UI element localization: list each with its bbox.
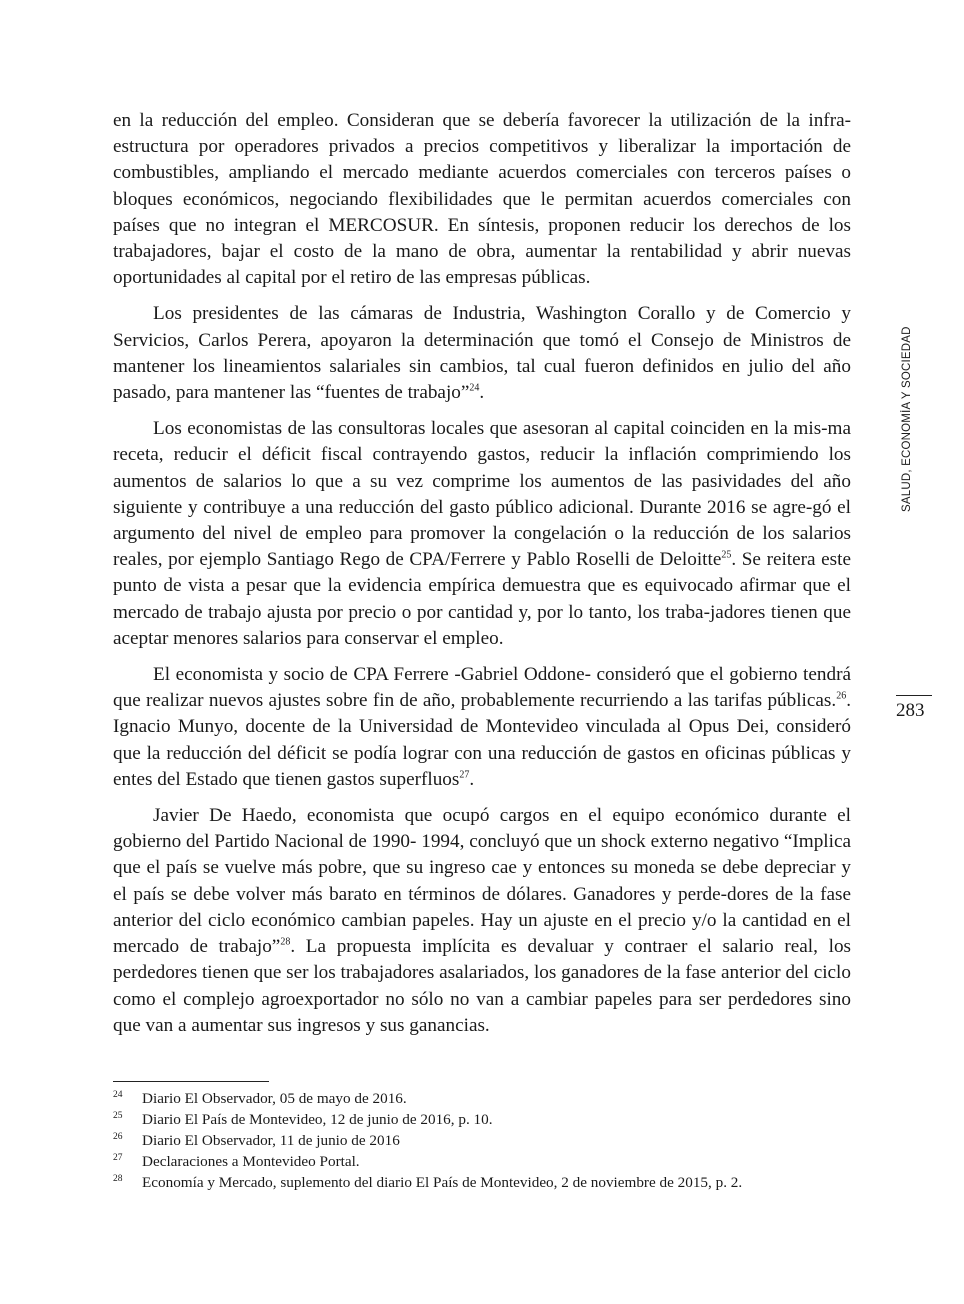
paragraph-1 bbox=[113, 108, 851, 291]
body-text bbox=[113, 108, 851, 1049]
paragraph-text: . Ignacio Munyo, docente de la Universidad de Montevideo vinculada al Opus Dei, consideró que la reducción del déficit se podía lograr con una reducción de gastos en oficinas públicas y entes del Estado que tienen gastos superfluos bbox=[113, 690, 851, 790]
footnote-item bbox=[113, 1088, 851, 1109]
page-number: 283 bbox=[896, 700, 925, 721]
footnote-number: 28 bbox=[113, 1174, 123, 1184]
paragraph-text: . bbox=[479, 382, 485, 404]
paragraph-text: Javier De Haedo, economista que ocupó cargos en el equipo económico durante el gobierno del Partido Nacional de 1990- 1994, concluyó que un shock externo negativo “Implica que el país se vuelve más pobre, que su ingreso cae y entonces su moneda se debe depreciar y el país se debe volver más barato en términos de dólares. Ganadores y perde-dores de la fase anterior del ciclo económico cambian papeles. Hay un ajuste en el precio y/o la cantidad en el mercado de trabajo” bbox=[113, 805, 851, 958]
paragraph-text: Los presidentes de las cámaras de Industria, Washington Corallo y de Comercio y Servicios, Carlos Perera, apoyaron la determinación que tomó el Consejo de Ministros de mantener los lineamientos salariales sin cambios, tal cual fueron definidos en julio del año pasado, para mantener las “fuentes de trabajo” bbox=[113, 303, 851, 404]
page-number-rule bbox=[896, 695, 932, 696]
footnote-text: Diario El Observador, 11 de junio de 2016 bbox=[142, 1132, 400, 1149]
paragraph-text: . Se reitera este punto de vista a pesar que la evidencia empírica demuestra que es equivocado afirmar que el mercado de trabajo ajusta por precio o por cantidad y, por lo tanto, los traba-jadores tienen que aceptar menores salarios para conservar el empleo. bbox=[113, 549, 852, 649]
footnote-reference: 24 bbox=[469, 382, 480, 394]
paragraph-text: . La propuesta implícita es devaluar y contraer el salario real, los perdedores tienen que ser los trabajadores asalariados, los ganadores de la fase anterior del ciclo como el complejo agroexportador no sólo no van a cambiar papeles para ser perdedores sino que van a aumentar sus ingresos y sus ganancias. bbox=[113, 936, 851, 1036]
footnote-item bbox=[113, 1130, 851, 1151]
paragraph-text: El economista y socio de CPA Ferrere -Gabriel Oddone- consideró que el gobierno tendrá que realizar nuevos ajustes sobre fin de año, probablemente recurriendo a las tarifas públicas. bbox=[113, 664, 851, 712]
footnote-reference: 27 bbox=[459, 769, 470, 781]
footnote-reference: 28 bbox=[280, 936, 291, 948]
footnote-item bbox=[113, 1151, 851, 1172]
paragraph-text: . bbox=[469, 768, 475, 790]
paragraph-text: Los economistas de las consultoras locales que asesoran al capital coinciden en la mis-ma receta, reducir el déficit fiscal contrayendo gastos, reducir la inflación comprimiendo los aumentos de salarios lo que a su vez comprime los aumentos de las pasividades del año siguiente y contribuye a una reducción del gasto público adicional. Durante 2016 se agre-gó el argumento del nivel de empleo para promover la congelación o la reducción de los salarios reales, por ejemplo Santiago Rego de CPA/Ferrere y Pablo Roselli de Deloitte bbox=[113, 418, 851, 571]
paragraph-3 bbox=[113, 416, 851, 652]
footnote-number: 25 bbox=[113, 1111, 123, 1121]
footnote-number: 24 bbox=[113, 1090, 123, 1100]
paragraph-4 bbox=[113, 662, 851, 793]
footnote-text: Diario El Observador, 05 de mayo de 2016. bbox=[142, 1090, 407, 1107]
footnote-text: Diario El País de Montevideo, 12 de junio de 2016, p. 10. bbox=[142, 1111, 493, 1128]
footnote-number: 26 bbox=[113, 1132, 123, 1142]
footnote-text: Declaraciones a Montevideo Portal. bbox=[142, 1153, 360, 1170]
footnotes bbox=[113, 1088, 851, 1193]
paragraph-5 bbox=[113, 803, 851, 1039]
footnote-item bbox=[113, 1172, 851, 1193]
footnote-item bbox=[113, 1109, 851, 1130]
paragraph-2 bbox=[113, 301, 851, 406]
footnote-reference: 26 bbox=[836, 690, 847, 702]
footnote-separator bbox=[113, 1081, 269, 1082]
paragraph-text: en la reducción del empleo. Consideran que se debería favorecer la utilización de la infra-estructura por operadores privados a precios competitivos y liberalizar la importación de combustibles, ampliando el mercado mediante acuerdos comerciales con terceros países o bloques económicos, negociando flexibilidades que le permitan acuerdos comerciales con países que no integran el MERCOSUR. En síntesis, proponen reducir los derechos de los trabajadores, bajar el costo de la mano de obra, aumentar la rentabilidad y abrir nuevas oportunidades al capital por el retiro de las empresas públicas. bbox=[113, 110, 851, 289]
footnote-number: 27 bbox=[113, 1153, 123, 1163]
footnote-reference: 25 bbox=[721, 549, 732, 561]
footnote-text: Economía y Mercado, suplemento del diario El País de Montevideo, 2 de noviembre de 2015, p. 2. bbox=[142, 1174, 743, 1191]
running-header-vertical: SALUD, ECONOMÍA Y SOCIEDAD bbox=[901, 326, 913, 512]
